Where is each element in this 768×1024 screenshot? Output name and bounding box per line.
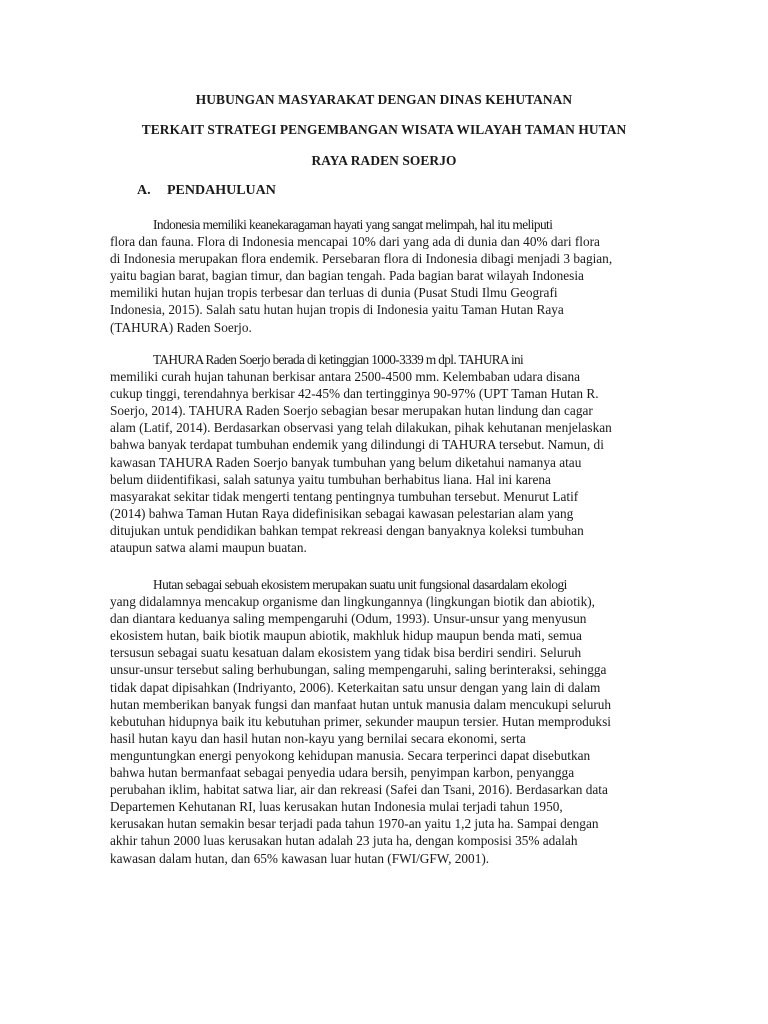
document-title-line-2: TERKAIT STRATEGI PENGEMBANGAN WISATA WILAYAH TAMAN HUTAN — [141, 122, 627, 137]
paragraph-line: (TAHURA) Raden Soerjo. — [110, 319, 252, 335]
paragraph-line: kawasan dalam hutan, dan 65% kawasan luar hutan (FWI/GFW, 2001). — [110, 850, 490, 866]
paragraph-line: memiliki curah hujan tahunan berkisar antara 2500-4500 mm. Kelembaban udara disana — [110, 369, 581, 385]
paragraph-line: hasil hutan kayu dan hasil hutan non-kayu yang bernilai secara ekonomi, serta — [110, 730, 526, 746]
paragraph-line: dan diantara keduanya saling mempengaruhi (Odum, 1993). Unsur-unsur yang menyusun — [110, 611, 587, 627]
paragraph-line: perubahan iklim, habitat satwa liar, air dan rekreasi (Safei dan Tsani, 2016). Berdasarkan data — [110, 782, 608, 798]
paragraph-line: masyarakat sekitar tidak mengerti tentang pentingnya tumbuhan tersebut. Menurut Latif — [110, 488, 579, 504]
section-number: A. — [137, 183, 151, 198]
paragraph-line: cukup tinggi, terendahnya berkisar 42-45% dan tertingginya 90-97% (UPT Taman Hutan R. — [110, 386, 599, 402]
paragraph-line: kawasan TAHURA Raden Soerjo banyak tumbuhan yang belum diketahui namanya atau — [110, 454, 582, 470]
paragraph-line: bahwa hutan bermanfaat sebagai penyedia udara bersih, penyimpan karbon, penyangga — [110, 765, 575, 781]
paragraph-line: ekosistem hutan, baik biotik maupun abiotik, makhluk hidup maupun benda mati, semua — [110, 628, 582, 644]
paragraph-3 — [110, 576, 670, 867]
paragraph-line: tidak dapat dipisahkan (Indriyanto, 2006). Keterkaitan satu unsur dengan yang lain di dalam — [110, 679, 601, 695]
paragraph-line: yaitu bagian barat, bagian timur, dan bagian tengah. Pada bagian barat wilayah Indonesia — [110, 268, 584, 284]
document-title-line-1: HUBUNGAN MASYARAKAT DENGAN DINAS KEHUTANAN — [195, 92, 573, 107]
paragraph-line: yang didalamnya mencakup organisme dan lingkungannya (lingkungan biotik dan abiotik), — [110, 594, 595, 610]
paragraph-line: TAHURA Raden Soerjo berada di ketinggian 1000-3339 m dpl. TAHURA ini — [153, 352, 524, 367]
paragraph-line: di Indonesia merupakan flora endemik. Persebaran flora di Indonesia dibagi menjadi 3 bagian, — [110, 251, 613, 267]
document-title-line-3: RAYA RADEN SOERJO — [311, 153, 457, 168]
section-heading — [137, 183, 276, 199]
paragraph-line: Indonesia, 2015). Salah satu hutan hujan tropis di Indonesia yaitu Taman Hutan Raya — [110, 302, 564, 318]
paragraph-line: Departemen Kehutanan RI, luas kerusakan hutan Indonesia mulai terjadi tahun 1950, — [110, 799, 563, 815]
paragraph-line: tersusun sebagai suatu kesatuan dalam ekosistem yang tidak bisa berdiri sendiri. Seluruh — [110, 645, 582, 661]
paragraph-line: memiliki hutan hujan tropis terbesar dan terluas di dunia (Pusat Studi Ilmu Geografi — [110, 285, 558, 301]
paragraph-line: Soerjo, 2014). TAHURA Raden Soerjo sebagian besar merupakan hutan lindung dan cagar — [110, 403, 593, 419]
paragraph-line: (2014) bahwa Taman Hutan Raya didefinisikan sebagai kawasan pelestarian alam yang — [110, 505, 574, 521]
paragraph-line: flora dan fauna. Flora di Indonesia mencapai 10% dari yang ada di dunia dan 40% dari flora — [110, 234, 600, 250]
paragraph-line: menguntungkan energi penyokong kehidupan manusia. Secara terperinci dapat disebutkan — [110, 747, 591, 763]
paragraph-line: ditujukan untuk pendidikan bahkan tempat rekreasi dengan banyaknya koleksi tumbuhan — [110, 522, 584, 538]
paragraph-line: belum diidentifikasi, salah satunya yaitu tumbuhan berhabitus liana. Hal ini karena — [110, 471, 551, 487]
paragraph-line: Indonesia memiliki keanekaragaman hayati yang sangat melimpah, hal itu meliputi — [153, 217, 553, 232]
paragraph-line: kebutuhan hidupnya baik itu kebutuhan primer, sekunder maupun tersier. Hutan memproduksi — [110, 713, 611, 729]
paragraph-1 — [110, 216, 670, 336]
paragraph-line: kerusakan hutan semakin besar terjadi pada tahun 1970-an yaitu 1,2 juta ha. Sampai dengan — [110, 816, 599, 832]
paragraph-line: akhir tahun 2000 luas kerusakan hutan adalah 23 juta ha, dengan komposisi 35% adalah — [110, 833, 578, 849]
paragraph-line: bahwa banyak terdapat tumbuhan endemik yang dilindungi di TAHURA tersebut. Namun, di — [110, 437, 604, 453]
paragraph-line: ataupun satwa alami maupun buatan. — [110, 540, 307, 556]
paragraph-line: alam (Latif, 2014). Berdasarkan observasi yang telah dilakukan, pihak kehutanan menjelaskan — [110, 420, 612, 436]
paragraph-2 — [110, 351, 670, 556]
paragraph-line: Hutan sebagai sebuah ekosistem merupakan suatu unit fungsional dasardalam ekologi — [153, 577, 567, 592]
paragraph-line: unsur-unsur tersebut saling berhubungan, saling mempengaruhi, saling berinteraksi, sehingga — [110, 662, 607, 678]
section-title: PENDAHULUAN — [167, 183, 276, 198]
paragraph-line: hutan memberikan banyak fungsi dan manfaat hutan untuk manusia dalam mencukupi seluruh — [110, 696, 612, 712]
